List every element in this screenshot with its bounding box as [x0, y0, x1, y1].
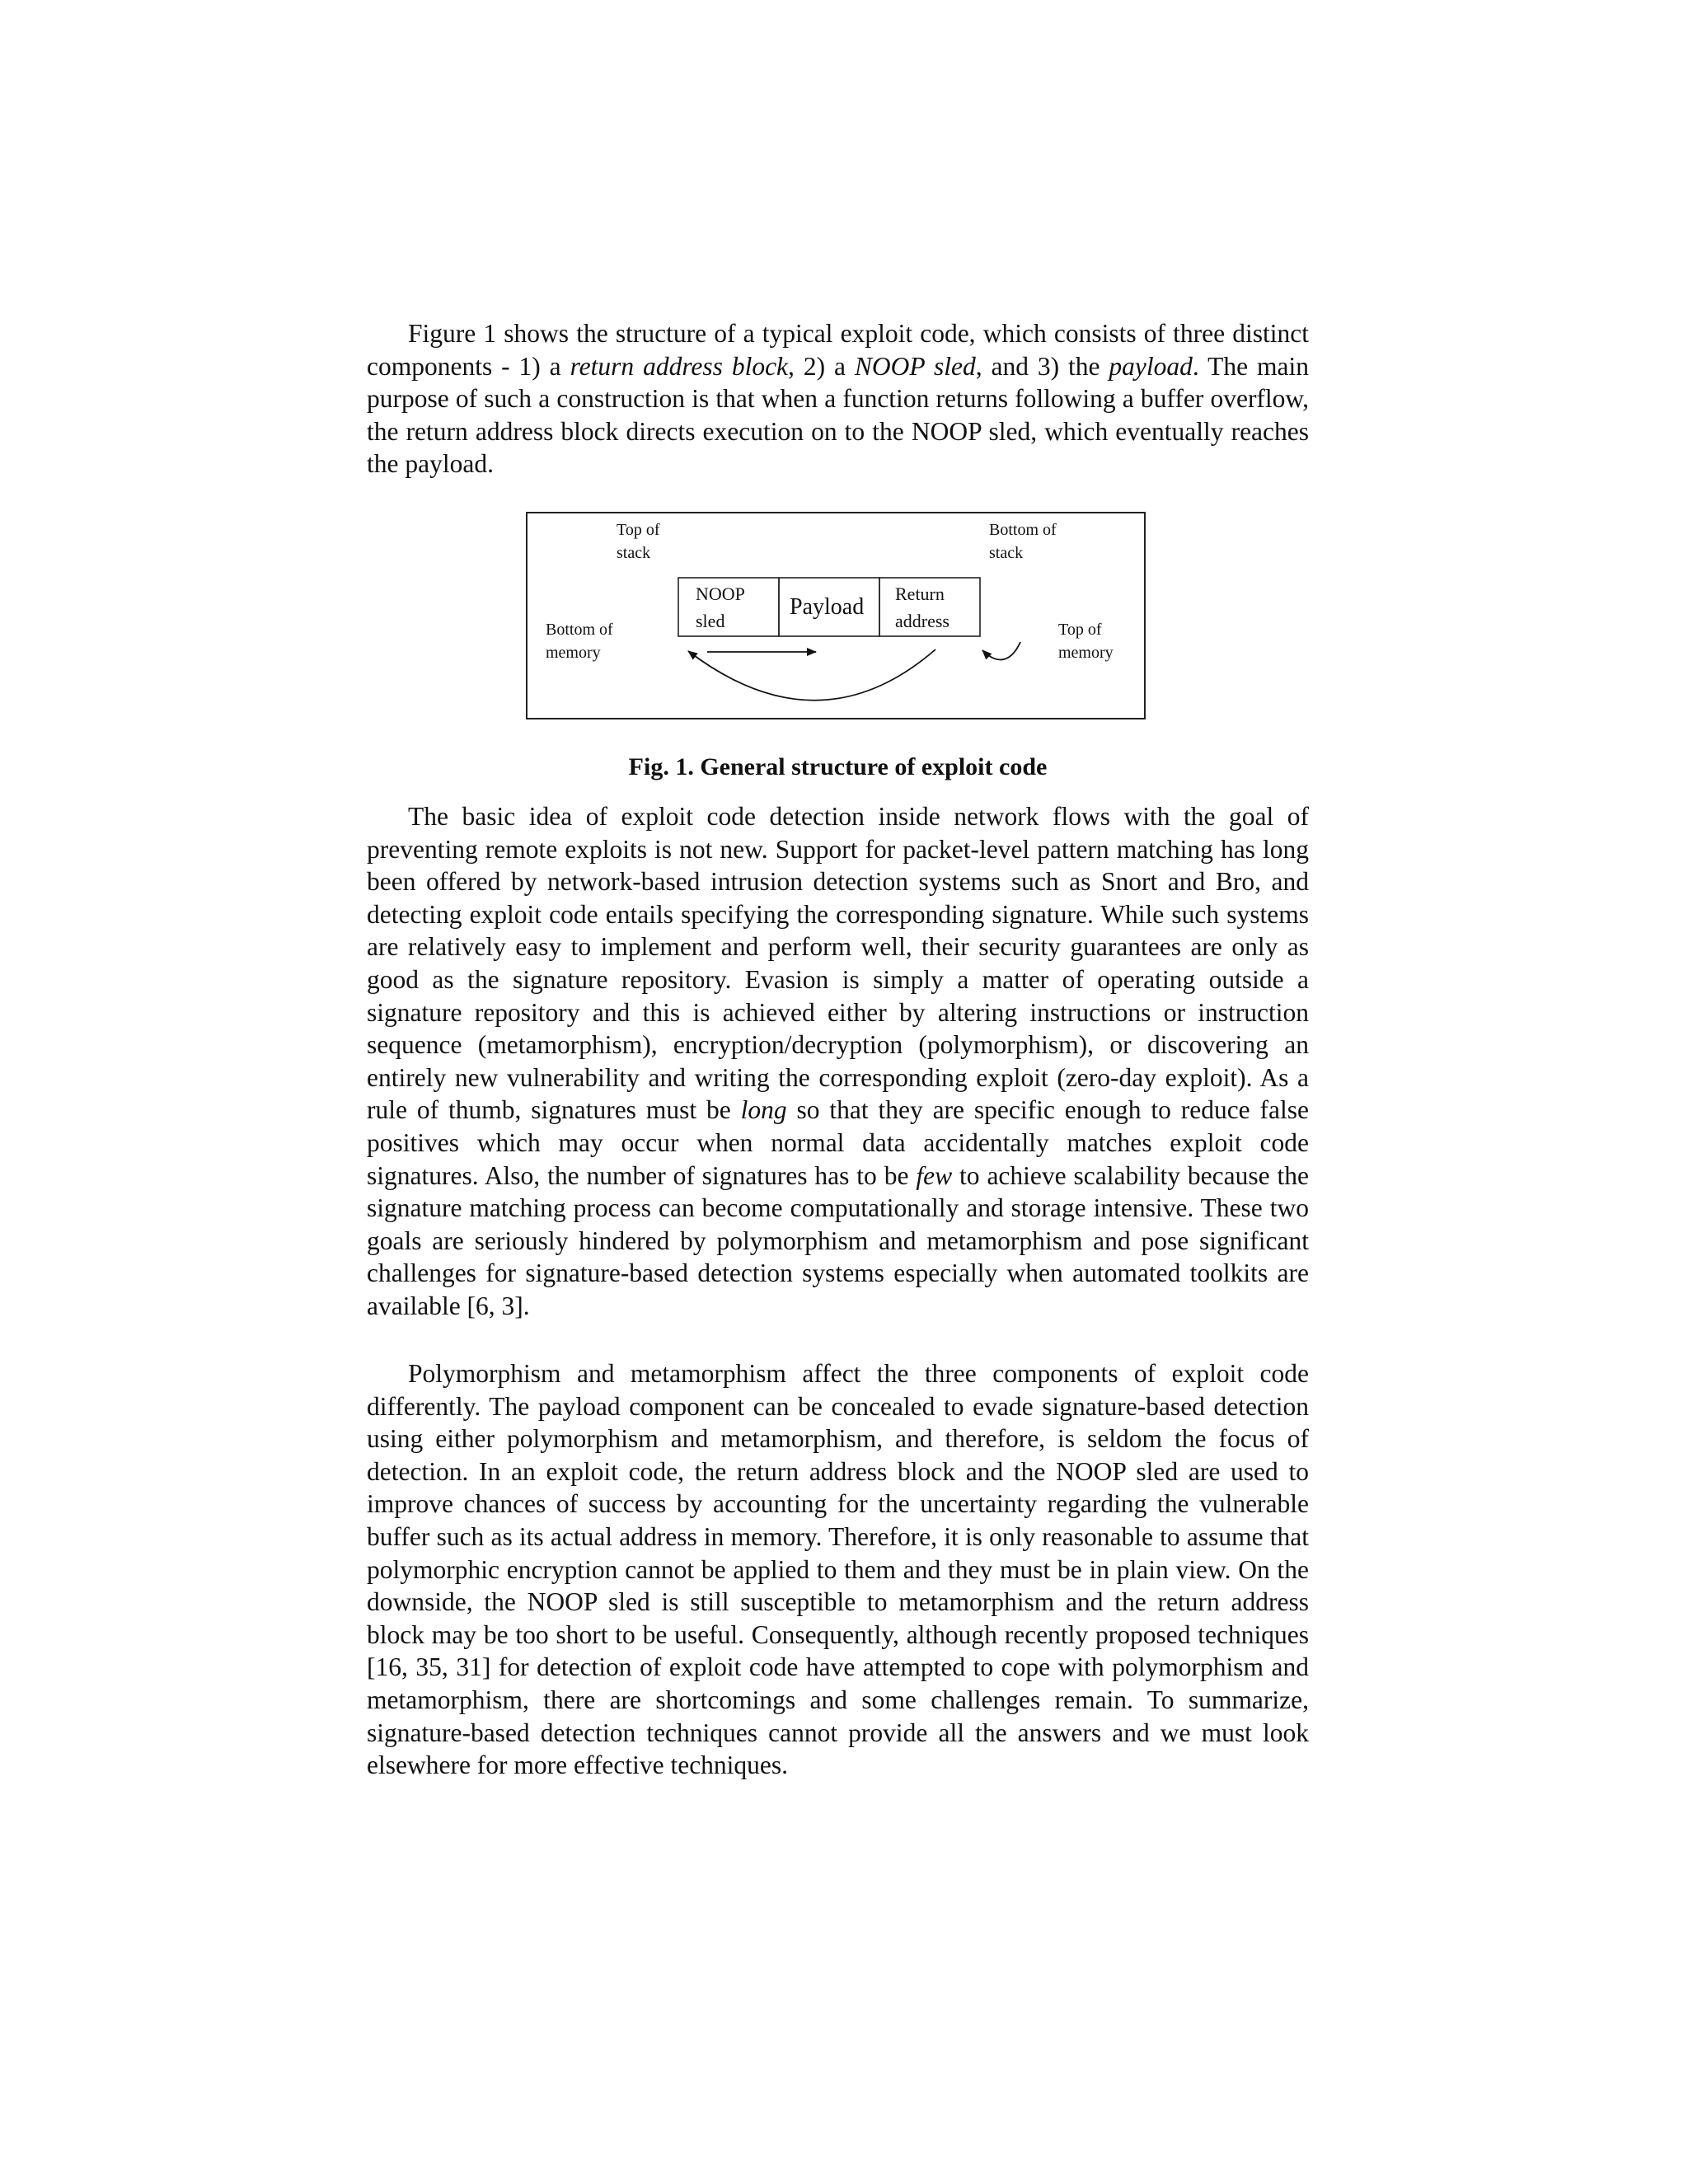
top-of-stack-label: Top of stack — [617, 521, 660, 562]
noop-sled-label: NOOP sled — [696, 583, 745, 631]
figure-exploit-structure — [526, 512, 1146, 719]
paragraph-signatures — [367, 800, 1309, 1323]
bottom-of-memory-label: Bottom of memory — [546, 621, 613, 662]
text-run: so that they are specific enough to reduce false positives which may occur when normal data accidentally matches exploit code signatures. Also, the number of signatures has to be — [367, 1095, 1309, 1190]
text-run: , and 3) the — [975, 351, 1109, 381]
paragraph-intro — [367, 317, 1309, 480]
text-run: Polymorphism and metamorphism affect the three components of exploit code differently. The payload component can be concealed to evade signature-based detection using either polymorphism and metamorphism, and therefore, is seldom the focus of detection. In an exploit code, the return address block and the NOOP sled are used to improve chances of success by accounting for the uncertainty regarding the vulnerable buffer such as its actual address in memory. Therefore, it is only reasonable to assume that polymorphic encryption cannot be applied to them and they must be in plain view. On the downside, the NOOP sled is still susceptible to metamorphism and the return address block may be too short to be useful. Consequently, although recently proposed techniques [16, 35, 31] for detection of exploit code have attempted to cope with polymorphism and metamorphism, there are shortcomings and some challenges remain. To summarize, signature-based detection techniques cannot provide all the answers and we must look elsewhere for more effective techniques. — [367, 1359, 1309, 1780]
emphasis-term: long — [740, 1095, 787, 1125]
text-run: The basic idea of exploit code detection inside network flows with the goal of preventing remote exploits is not new. Support for packet-level pattern matching has long been offered by network-based intrusion detection systems such as Snort and Bro, and detecting exploit code entails specifying the corresponding signature. While such systems are relatively easy to implement and perform well, their security guarantees are only as good as the signature repository. Evasion is simply a matter of operating outside a signature repository and this is achieved either by altering instructions or instruction sequence (metamorphism), encryption/decryption (polymorphism), or discovering an entirely new vulnerability and writing the corresponding exploit (zero-day exploit). As a rule of thumb, signatures must be — [367, 802, 1309, 1125]
function-return-arrow — [982, 642, 1020, 659]
emphasis-term: return address block — [570, 351, 789, 381]
return-to-noop-arrow — [688, 649, 935, 701]
paragraph-text — [367, 1357, 1309, 1782]
figure-caption: Fig. 1. General structure of exploit code — [628, 753, 1048, 780]
return-address-label: Return address — [895, 583, 950, 631]
paragraph-text — [367, 317, 1309, 480]
top-of-memory-label: Top of memory — [1058, 621, 1114, 662]
payload-label: Payload — [790, 594, 865, 620]
emphasis-term: NOOP sled — [854, 351, 976, 381]
emphasis-term: payload — [1109, 351, 1193, 381]
text-run: to achieve scalability because the signature matching process can become computationally and storage intensive. These two goals are seriously hindered by polymorphism and metamorphism and pose significant challenges for signature-based detection systems especially when automated toolkits are available [6, 3]. — [367, 1160, 1310, 1320]
paragraph-polymorphism — [367, 1357, 1309, 1782]
paragraph-text — [367, 800, 1309, 1323]
bottom-of-stack-label: Bottom of stack — [989, 521, 1057, 562]
emphasis-term: few — [916, 1160, 953, 1190]
text-run: Figure 1 shows the structure of a typical exploit code, which consists of three distinct components - 1) a — [367, 319, 1309, 381]
text-run: . The main purpose of such a construction is that when a function returns following a buffer overflow, the return address block directs execution on to the NOOP sled, which eventually reaches the payload. — [367, 351, 1309, 479]
text-run: , 2) a — [788, 351, 855, 381]
